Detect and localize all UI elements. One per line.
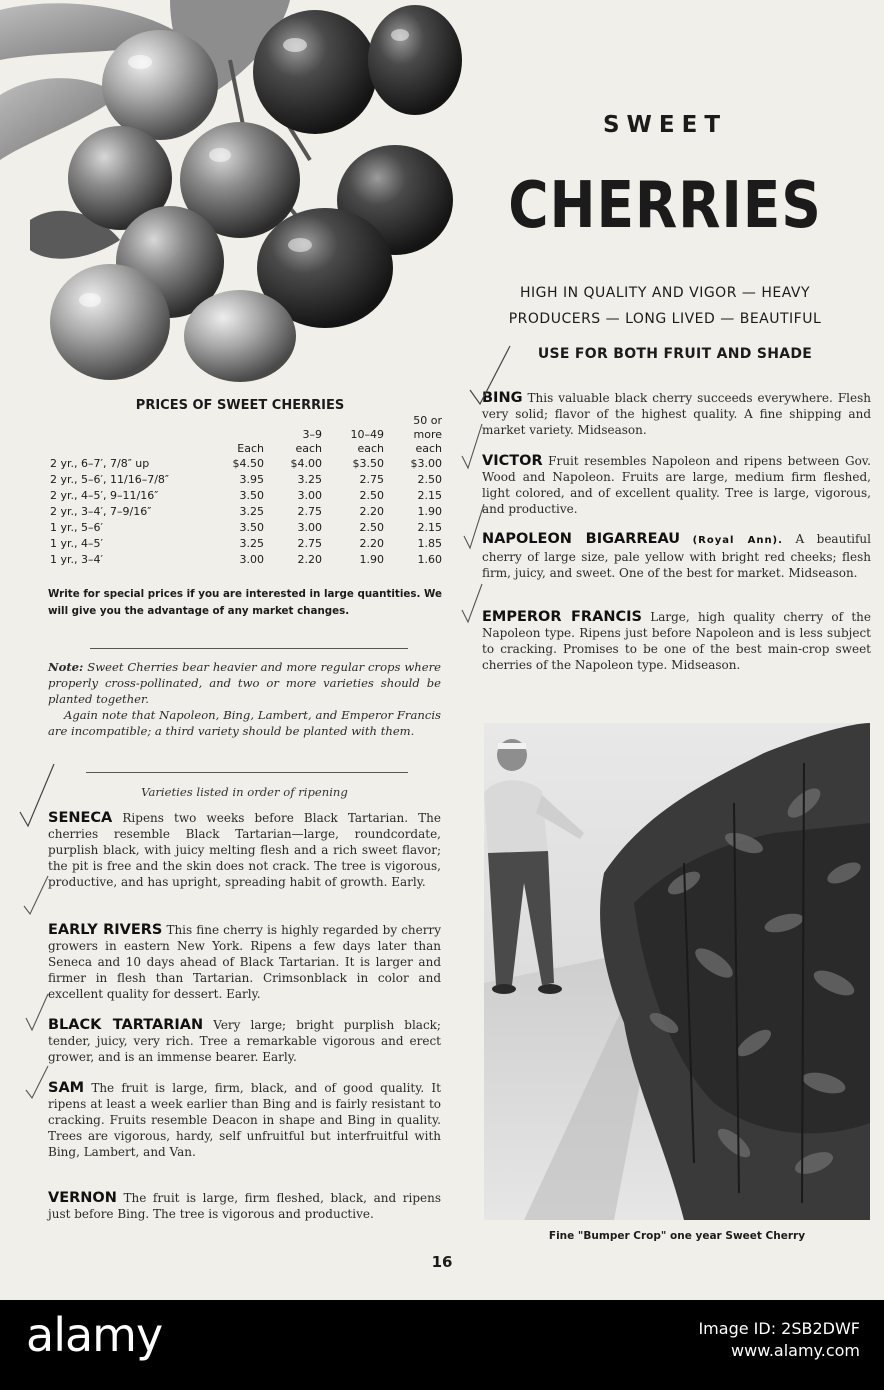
check-mark-icon [18, 760, 58, 840]
price-cell-each: $4.50 [232, 457, 264, 470]
price-cell-c50: 2.15 [417, 489, 442, 502]
cherry-cluster-photo [0, 0, 470, 390]
variety-name: EARLY RIVERS [48, 922, 163, 938]
check-mark-icon [458, 420, 488, 480]
price-row [48, 520, 444, 536]
price-cell-size: 1 yr., 5–6′ [50, 521, 104, 534]
price-table [48, 414, 444, 568]
price-cell-c3_9: 2.75 [297, 505, 322, 518]
variety-name: NAPOLEON BIGARREAU [482, 531, 681, 547]
price-row [48, 472, 444, 488]
variety-name: BLACK TARTARIAN [48, 1017, 204, 1033]
price-cell-c50: 2.50 [417, 473, 442, 486]
price-cell-c50: 2.15 [417, 521, 442, 534]
check-mark-icon [458, 580, 488, 630]
variety-black-tartarian [48, 1017, 441, 1065]
use-for-line: USE FOR BOTH FRUIT AND SHADE [537, 346, 813, 362]
variety-text: Very large; bright purplish black; tender, juicy, very rich. Tree a remarkable vigorous and erect grower, and is an immense bearer. Early. [48, 1018, 441, 1064]
price-cell-c10_49: 2.75 [359, 473, 384, 486]
variety-text: A beautiful cherry of large size, pale yellow with bright red cheeks; flesh firm, juicy, and sweet. One of the best for market. Midseason. [482, 532, 871, 580]
price-row [48, 504, 444, 520]
price-note: Write for special prices if you are interested in large quantities. We will give you the advantage of any market changes. [48, 588, 442, 617]
price-cell-size: 2 yr., 5–6′, 11/16–7/8″ [50, 473, 170, 486]
orchard-photo [484, 723, 870, 1220]
variety-text: This valuable black cherry succeeds everywhere. Flesh very solid; flavor of the highest quality. A fine shipping and market variety. Midseason. [482, 391, 871, 437]
variety-text: Fruit resembles Napoleon and ripens between Gov. Wood and Napoleon. Fruits are large, medium firm fleshed, light colored, and of excellent quality. Tree is large, vigorous, and productive. [482, 454, 871, 516]
ripening-heading: Varieties listed in order of ripening [141, 785, 348, 799]
page-number: 16 [431, 1253, 453, 1271]
price-cell-c10_49: $3.50 [352, 457, 384, 470]
price-cell-each: 3.95 [239, 473, 264, 486]
price-header-50-more: 50 or more each [413, 414, 442, 455]
price-cell-size: 2 yr., 3–4′, 7–9/16″ [50, 505, 152, 518]
check-mark-icon [460, 500, 490, 560]
price-cell-each: 3.25 [239, 505, 264, 518]
price-cell-size: 2 yr., 4–5′, 9–11/16″ [50, 489, 159, 502]
price-cell-c50: 1.90 [417, 505, 442, 518]
price-cell-c10_49: 2.20 [359, 537, 384, 550]
price-table-header [48, 414, 444, 456]
variety-sam [48, 1080, 441, 1160]
price-cell-c3_9: 3.25 [297, 473, 322, 486]
check-mark-icon [466, 340, 516, 420]
variety-text: Large, high quality cherry of the Napoleon type. Ripens just before Napoleon and is less subject to cracking. Promises to be one of the best main-crop sweet cherries of the Napoleon type. Midseason. [482, 610, 872, 672]
price-cell-c10_49: 1.90 [359, 553, 384, 566]
variety-text: The fruit is large, firm, black, and of good quality. It ripens at least a week earlier than Bing and is fairly resistant to cracking. Fruits resemble Deacon in shape and Bing in quality. Trees are vigorous, hardy, self unfruitful but interfruitful with Bing, Lambert, and Van. [48, 1081, 441, 1159]
variety-name: SENECA [48, 810, 113, 826]
variety-emperor-francis [482, 609, 871, 673]
price-header-3-9: 3–9 each [295, 428, 322, 455]
watermark-brand: alamy [26, 1308, 163, 1362]
variety-victor [482, 453, 871, 517]
variety-alt-name: (Royal Ann). [692, 535, 783, 546]
price-cell-c3_9: $4.00 [290, 457, 322, 470]
price-cell-c3_9: 3.00 [297, 521, 322, 534]
price-table-title: PRICES OF SWEET CHERRIES [135, 398, 345, 413]
variety-napoleon-bigarreau [482, 531, 871, 581]
watermark-info [698, 1318, 860, 1362]
tagline-line-2: PRODUCERS — LONG LIVED — BEAUTIFUL [508, 311, 822, 327]
price-header-size [48, 414, 214, 456]
check-mark-icon [24, 990, 54, 1040]
variety-bing [482, 390, 871, 438]
price-cell-c50: $3.00 [410, 457, 442, 470]
variety-early-rivers [48, 922, 441, 1002]
headline-sweet: SWEET [602, 112, 728, 138]
site-url: www.alamy.com [731, 1341, 860, 1360]
price-cell-c10_49: 2.50 [359, 489, 384, 502]
price-header-each: Each [237, 442, 264, 455]
price-cell-c3_9: 2.20 [297, 553, 322, 566]
variety-name: SAM [48, 1080, 85, 1096]
variety-name: VERNON [48, 1190, 117, 1206]
price-cell-each: 3.50 [239, 489, 264, 502]
pollination-note: Note: Sweet Cherries bear heavier and more regular crops where properly cross-pollinated, and two or more varieties should be planted together. Again note that Napoleon, Bing, Lambert, and Emperor Francis are incompatible; a third variety should be planted with them. [48, 660, 441, 738]
variety-name: EMPEROR FRANCIS [482, 609, 642, 625]
price-cell-c10_49: 2.20 [359, 505, 384, 518]
variety-vernon [48, 1190, 441, 1222]
price-cell-each: 3.50 [239, 521, 264, 534]
price-row [48, 536, 444, 552]
tagline-line-1: HIGH IN QUALITY AND VIGOR — HEAVY [519, 285, 811, 301]
variety-text: Ripens two weeks before Black Tartarian. The cherries resemble Black Tartarian—large, roundcordate, purplish black, with juicy melting flesh and a rich sweet flavor; the pit is free and the skin does not crack. The tree is vigorous, productive, and has upright, spreading habit of growth. Early. [48, 811, 441, 889]
price-cell-c3_9: 2.75 [297, 537, 322, 550]
price-cell-each: 3.25 [239, 537, 264, 550]
price-cell-size: 1 yr., 3–4′ [50, 553, 104, 566]
price-cell-c50: 1.60 [417, 553, 442, 566]
price-cell-each: 3.00 [239, 553, 264, 566]
price-header-10-49: 10–49 each [350, 428, 384, 455]
price-row [48, 488, 444, 504]
image-id: Image ID: 2SB2DWF [698, 1319, 860, 1338]
price-row [48, 456, 444, 472]
price-cell-c10_49: 2.50 [359, 521, 384, 534]
variety-text: The fruit is large, firm fleshed, black, and ripens just before Bing. The tree is vigorous and productive. [48, 1191, 441, 1221]
divider [86, 772, 408, 773]
check-mark-icon [22, 870, 52, 920]
variety-name: VICTOR [482, 453, 543, 469]
price-cell-c50: 1.85 [417, 537, 442, 550]
price-cell-c3_9: 3.00 [297, 489, 322, 502]
price-row [48, 552, 444, 568]
price-cell-size: 2 yr., 6–7′, 7/8″ up [50, 457, 150, 470]
headline-cherries: CHERRIES [508, 169, 822, 243]
check-mark-icon [24, 1060, 54, 1110]
variety-name: BING [482, 390, 523, 406]
variety-seneca [48, 810, 441, 890]
variety-text: This fine cherry is highly regarded by cherry growers in eastern New York. Ripens a few days later than Seneca and 10 days ahead of Black Tartarian. It is larger and firmer in flesh than Tartarian. Crimsonblack in color and excellent quality for dessert. Early. [48, 923, 441, 1001]
photo-caption: Fine "Bumper Crop" one year Sweet Cherry [548, 1230, 806, 1242]
divider [90, 648, 408, 649]
price-cell-size: 1 yr., 4–5′ [50, 537, 104, 550]
